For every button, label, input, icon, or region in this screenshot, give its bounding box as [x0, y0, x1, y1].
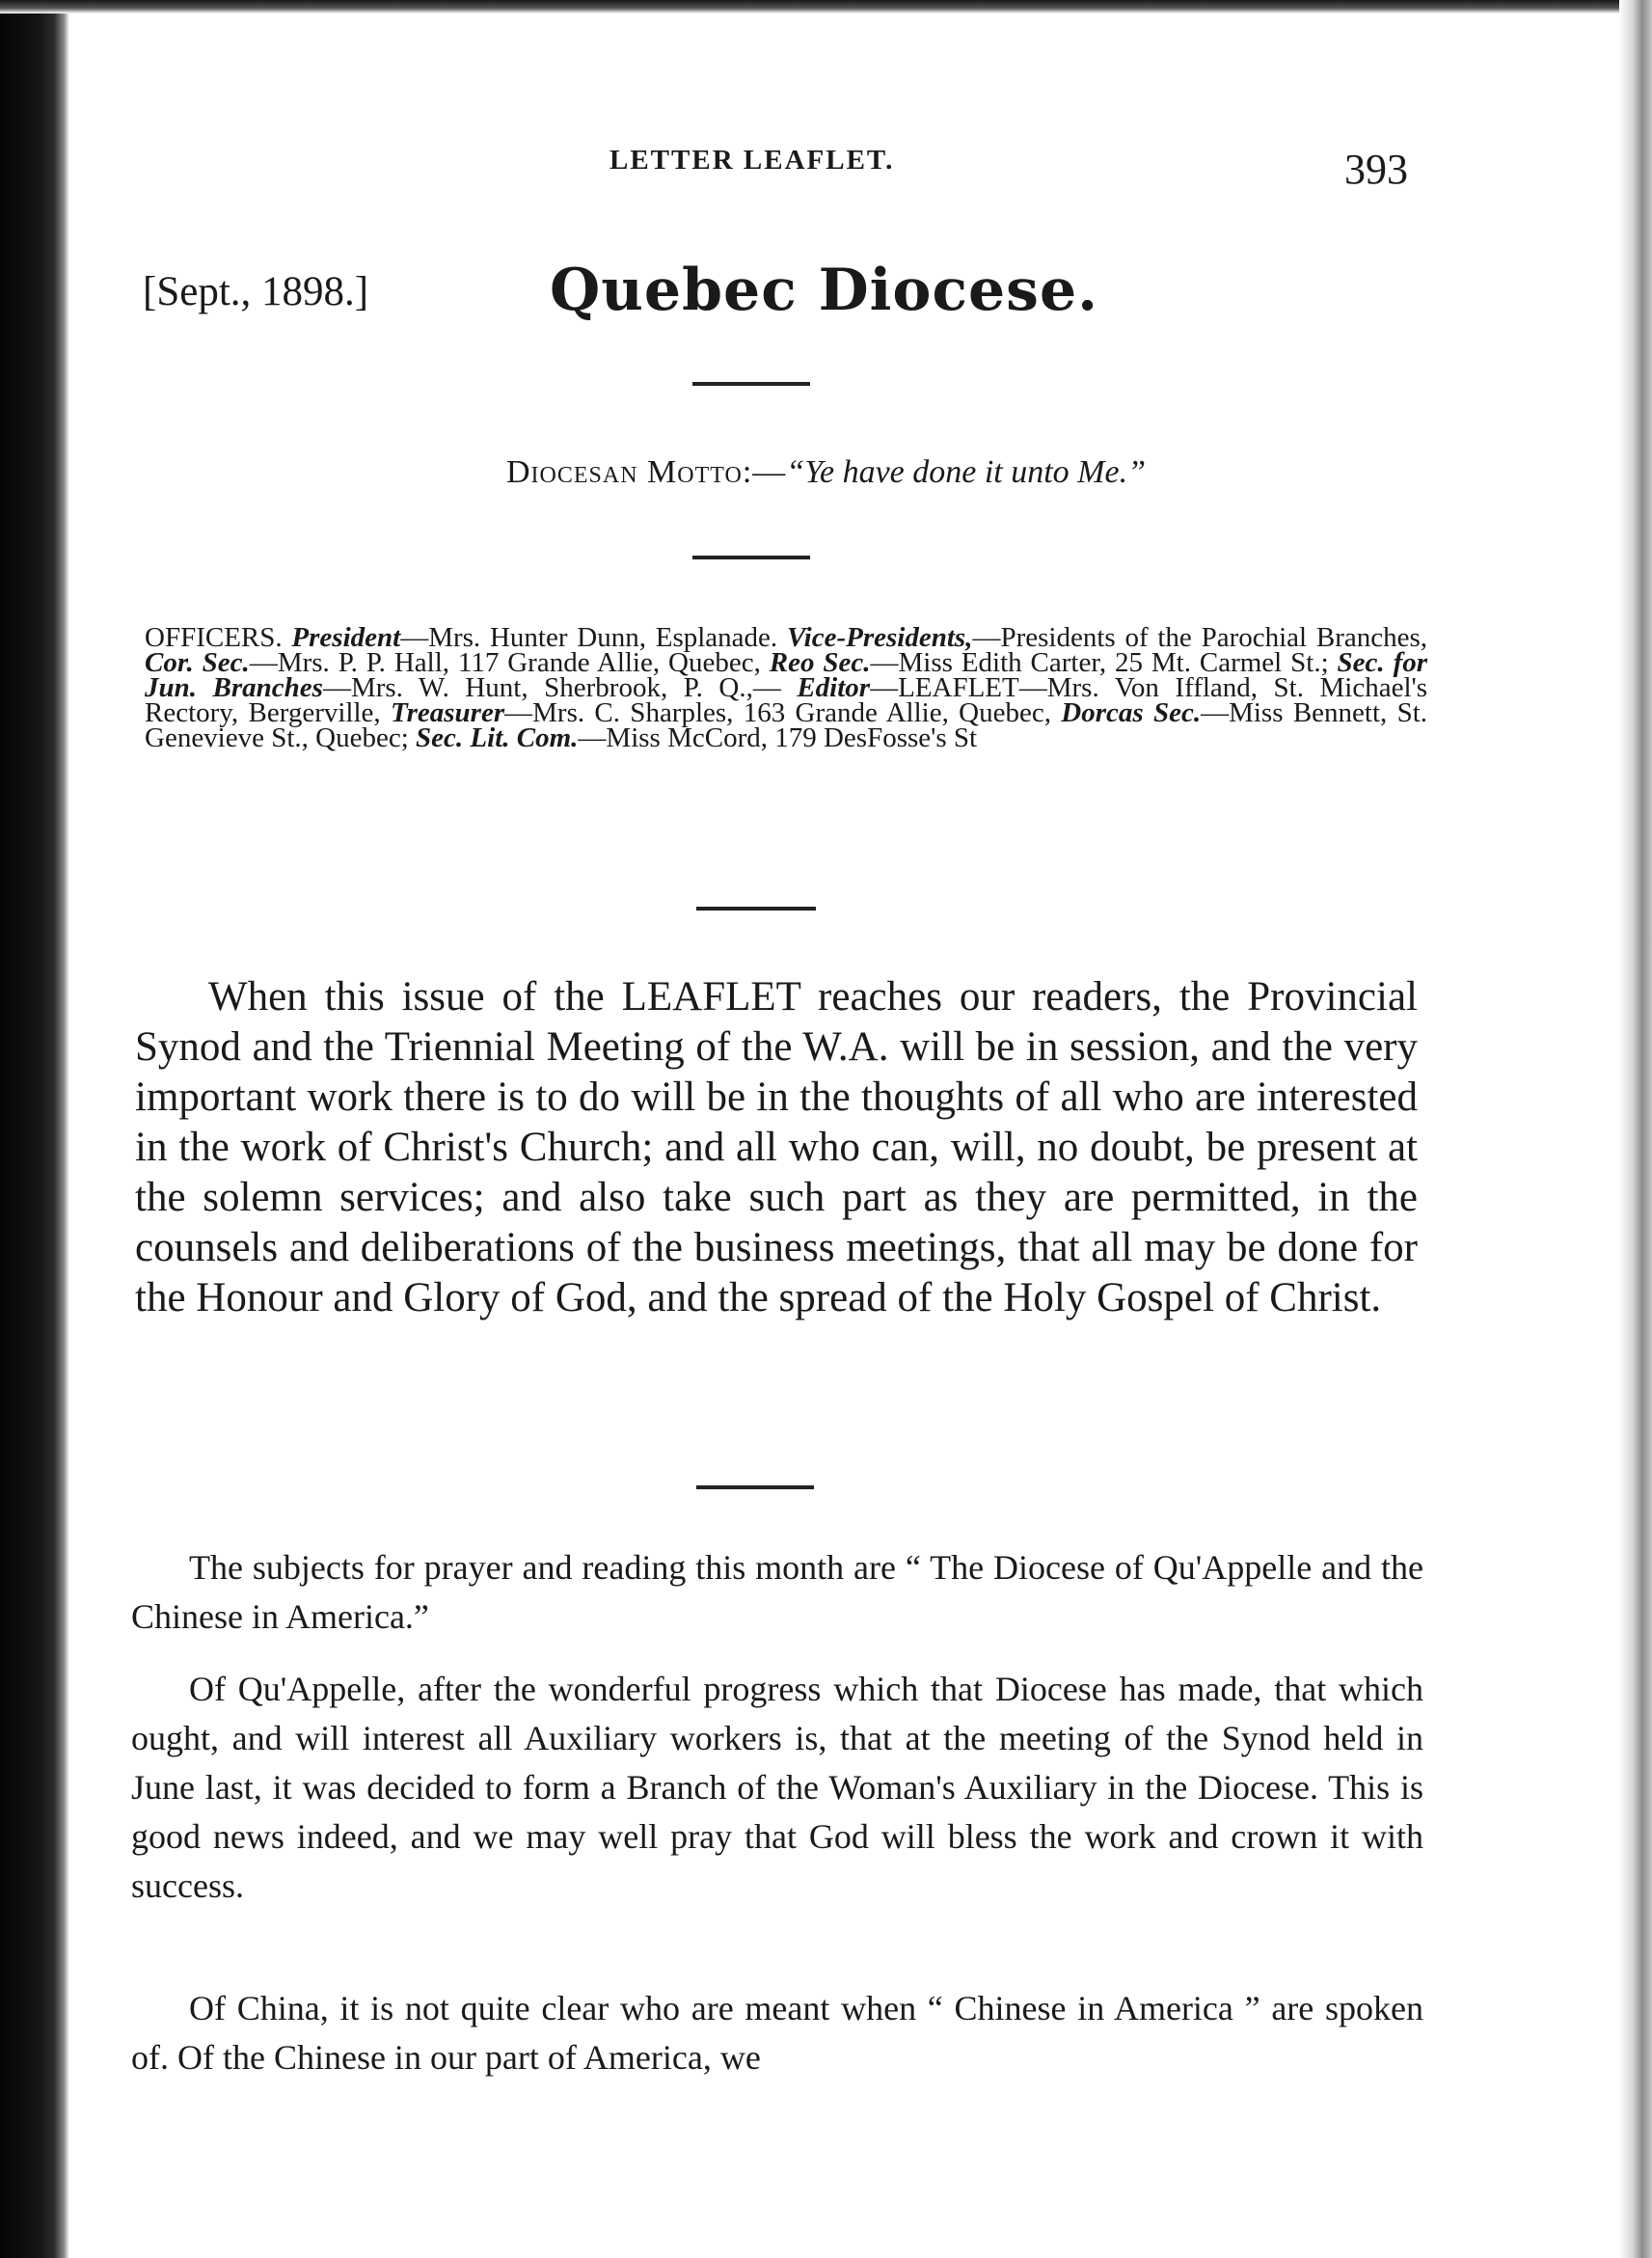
body-paragraph-text: Of Qu'Appelle, after the wonderful progress which that Diocese has made, that which ought, and will interest all Auxiliary workers is, that at the meeting of the Synod held in June last, it was decided to form a Branch of the Woman's Auxiliary in the Diocese. This is good news indeed, and we may well pray that God will bless the work and crown it with success. — [131, 1670, 1423, 1905]
officer-details: —LEAFLET—Mrs. Von Iffland, St. Michael's Rectory, Bergerville, — [145, 672, 1428, 728]
issue-date: [Sept., 1898.] — [143, 269, 369, 314]
motto-quote: “Ye have done it unto Me.” — [786, 454, 1147, 490]
officer-role: President — [291, 622, 401, 653]
officers-list — [145, 622, 1428, 753]
divider-rule — [692, 382, 810, 386]
officer-role: Vice-Presidents, — [786, 622, 973, 653]
intro-paragraph-text: When this issue of the LEAFLET reaches our readers, the Provincial Synod and the Triennial Meeting of the W.A. will be in session, and the very important work there is to do will be in the thoughts of all who are interested in the work of Christ's Church; and all who can, will, no doubt, be present at the solemn services; and also take such part as they are permitted, in the counsels and deliberations of the business meetings, that all may be done for the Honour and Glory of God, and the spread of the Holy Gospel of Christ. — [135, 974, 1418, 1320]
officer-role: Cor. Sec. — [145, 647, 250, 678]
officer-role: Editor — [797, 672, 871, 703]
body-paragraph-2 — [131, 1665, 1423, 1911]
officer-details: —Mrs. W. Hunt, Sherbrook, P. Q.,— — [322, 672, 781, 703]
running-head: LETTER LEAFLET. — [609, 145, 895, 176]
body-paragraph-1 — [131, 1543, 1423, 1642]
page-number: 393 — [1344, 146, 1408, 193]
intro-paragraph — [135, 972, 1418, 1323]
officer-role: Treasurer — [390, 697, 505, 728]
divider-rule — [692, 556, 810, 559]
officer-details: —Presidents of the Parochial Branches, — [972, 622, 1428, 653]
officer-details: —Miss Bennett, St. Genevieve St., Quebec; — [145, 697, 1428, 753]
officer-details: —Mrs. P. P. Hall, 117 Grande Allie, Quebec, — [249, 647, 761, 678]
officer-details: —Mrs. Hunter Dunn, Esplanade. — [400, 622, 778, 653]
officers-label: OFFICERS. — [145, 622, 283, 653]
body-paragraph-text: The subjects for prayer and reading this month are “ The Diocese of Qu'Appelle and the Chinese in America.” — [131, 1548, 1423, 1636]
body-paragraph-text: Of China, it is not quite clear who are meant when “ Chinese in America ” are spoken of. Of the Chinese in our part of America, we — [131, 1989, 1423, 2077]
officer-role: Sec. for Jun. Branches — [145, 647, 1428, 703]
divider-rule — [696, 907, 816, 911]
body-paragraph-3 — [131, 1984, 1423, 2082]
diocese-title: Quebec Diocese. — [550, 257, 1099, 324]
officer-details: —Mrs. C. Sharples, 163 Grande Allie, Quebec, — [504, 697, 1051, 728]
officer-role: Sec. Lit. Com. — [416, 722, 579, 753]
officer-details: —Miss McCord, 179 DesFosse's St — [578, 722, 978, 753]
motto-label: Diocesan Motto:— — [505, 454, 787, 490]
officer-details: —Miss Edith Carter, 25 Mt. Carmel St.; — [870, 647, 1329, 678]
divider-rule — [696, 1485, 814, 1489]
officer-role: Reo Sec. — [769, 647, 871, 678]
officer-role: Dorcas Sec. — [1061, 697, 1202, 728]
diocesan-motto — [0, 454, 1652, 491]
